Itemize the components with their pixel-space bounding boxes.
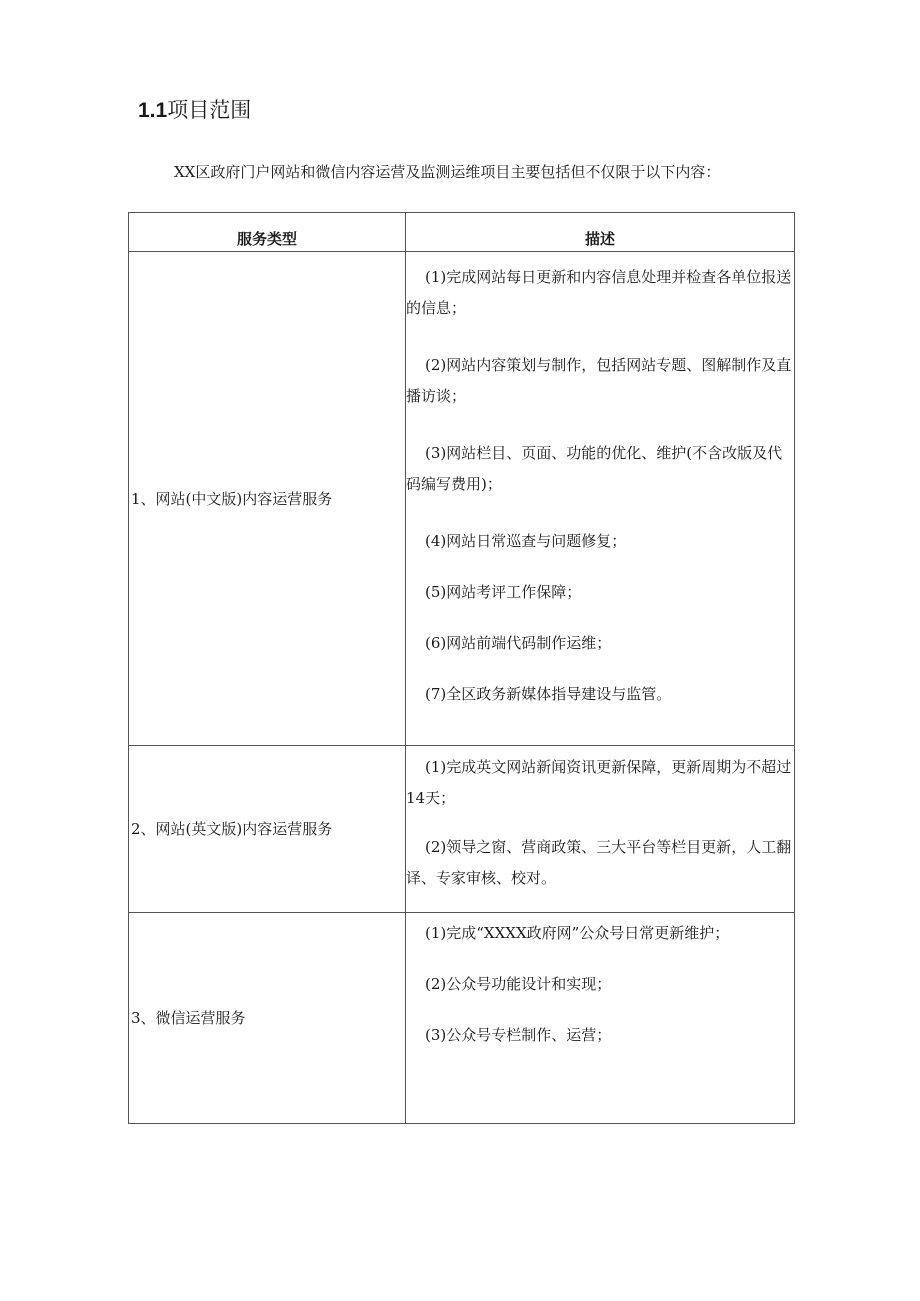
header-service-type: 服务类型: [129, 213, 406, 252]
description-list: [406, 913, 794, 1051]
section-heading: [138, 96, 251, 125]
scope-table: [128, 212, 795, 1124]
description-item: (2)网站内容策划与制作，包括网站专题、图解制作及直播访谈；: [406, 356, 792, 405]
description-item: (6)网站前端代码制作运维；: [425, 634, 612, 652]
description-cell: [406, 913, 795, 1124]
description-item: (1)完成英文网站新闻资讯更新保障，更新周期为不超过14天；: [406, 758, 792, 807]
description-list: [406, 252, 794, 710]
description-item: (5)网站考评工作保障；: [425, 583, 582, 601]
section-title: 项目范围: [167, 98, 252, 122]
description-item: (2)领导之窗、营商政策、三大平台等栏目更新，人工翻译、专家审核、校对。: [406, 838, 792, 887]
intro-paragraph: XX区政府门户网站和微信内容运营及监测运维项目主要包括但不仅限于以下内容：: [174, 163, 721, 181]
description-cell: [406, 252, 795, 746]
description-item: (3)网站栏目、页面、功能的优化、维护(不含改版及代码编写费用)；: [406, 444, 783, 493]
description-item: (3)公众号专栏制作、运营；: [425, 1026, 612, 1044]
table-header-row: [129, 213, 795, 252]
description-list: [406, 746, 794, 894]
table-row: [129, 746, 795, 913]
service-type-cell: 3、微信运营服务: [129, 913, 406, 1124]
service-type-cell: 1、网站(中文版)内容运营服务: [129, 252, 406, 746]
section-number: 1.1: [138, 99, 168, 122]
description-item: (2)公众号功能设计和实现；: [425, 975, 612, 993]
table-row: [129, 913, 795, 1124]
description-item: (1)完成网站每日更新和内容信息处理并检查各单位报送的信息；: [406, 268, 792, 317]
description-cell: [406, 746, 795, 913]
description-item: (4)网站日常巡查与问题修复；: [425, 532, 627, 550]
table-row: [129, 252, 795, 746]
service-type-cell: 2、网站(英文版)内容运营服务: [129, 746, 406, 913]
header-description: 描述: [406, 213, 795, 252]
description-item: (7)全区政务新媒体指导建设与监管。: [425, 685, 672, 703]
description-item: (1)完成“XXXX政府网”公众号日常更新维护；: [425, 924, 730, 942]
